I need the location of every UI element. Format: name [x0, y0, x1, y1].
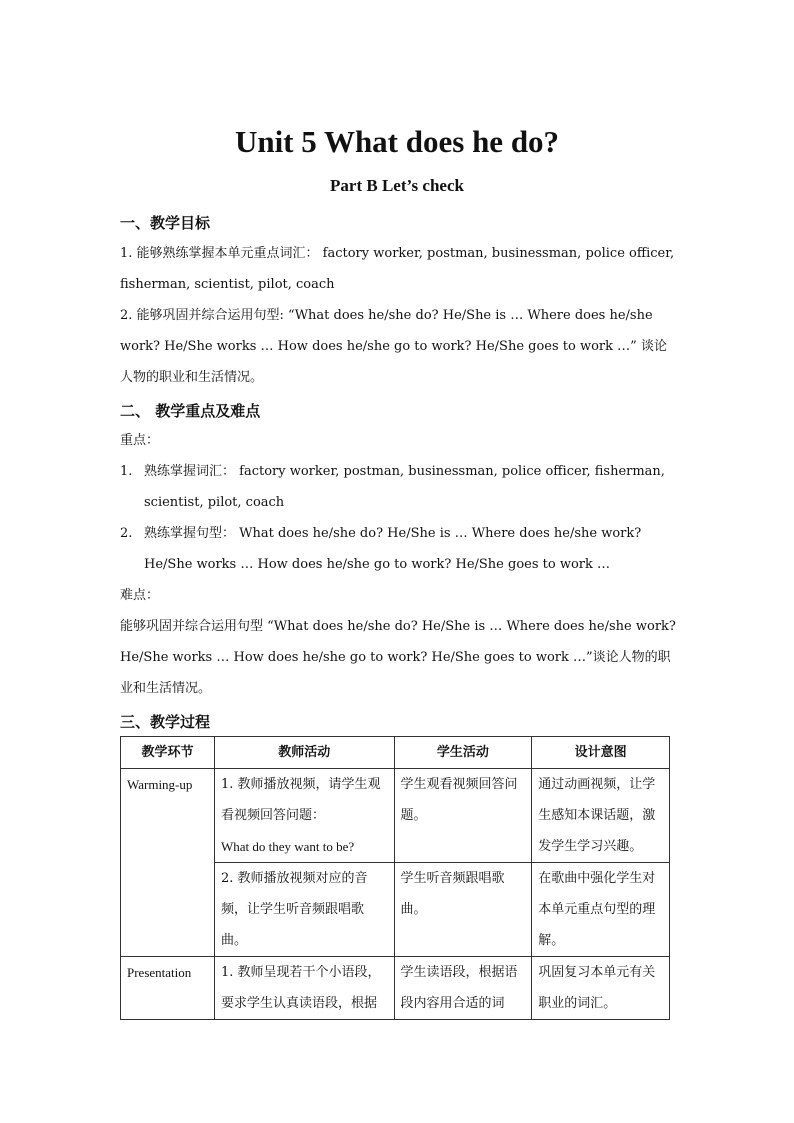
key-points-label: 重点： — [120, 433, 160, 448]
teaching-process-table — [120, 736, 670, 1020]
objective-item-2: 2. 能够巩固并综合运用句型: “What does he/she do? He/She is … Where does he/she work? He/She works … How does he/she go to work? He/She goes to work …” 谈论人物的职业和生活情况。 — [120, 308, 667, 385]
key-point-1: 熟练掌握词汇： factory worker, postman, businessman, police officer, fisherman, scientist, pilot, coach — [144, 464, 665, 510]
table-header-row — [121, 737, 670, 769]
teacher-activity: 1. 教师播放视频，请学生观看视频回答问题： — [220, 777, 381, 823]
table-row — [121, 769, 670, 863]
stage-warming-up: Warming-up — [121, 769, 215, 957]
student-activity-cell — [394, 957, 532, 1020]
section-heading-process: 三、教学过程 — [120, 713, 211, 731]
header-purpose: 设计意图 — [532, 737, 670, 769]
header-teacher: 教师活动 — [214, 737, 394, 769]
table-row — [121, 957, 670, 1020]
design-purpose: 通过动画视频，让学生感知本课话题，激发学生学习兴趣。 — [532, 769, 670, 863]
teacher-question: What do they want to be? — [220, 839, 355, 854]
objective-item-1: 1. 能够熟练掌握本单元重点词汇： factory worker, postman, businessman, police officer, fisherman, scientist, pilot, coach — [120, 246, 675, 292]
stage-presentation — [121, 957, 215, 1020]
student-activity: 学生读语段，根据语段内容用合适的词 — [400, 965, 518, 1011]
key-point-1-number: 1. — [120, 464, 133, 479]
student-activity: 学生听音频跟唱歌曲。 — [394, 863, 532, 957]
design-purpose-cell — [532, 957, 670, 1020]
page-title: Unit 5 What does he do? — [234, 124, 560, 159]
key-point-2: 熟练掌握句型： What does he/she do? He/She is … Where does he/she work? He/She works … How does he/she go to work? He/She goes to work … — [144, 526, 642, 572]
teacher-activity: 1. 教师呈现若干个小语段，要求学生认真读语段，根据 — [220, 965, 381, 1011]
section-heading-objectives: 一、教学目标 — [120, 214, 211, 232]
teacher-activity: 2. 教师播放视频对应的音频，让学生听音频跟唱歌曲。 — [214, 863, 394, 957]
difficulty-label: 难点： — [120, 588, 160, 603]
design-purpose: 巩固复习本单元有关职业的词汇。 — [538, 965, 656, 1011]
header-stage: 教学环节 — [121, 737, 215, 769]
stage-label: Presentation — [127, 965, 192, 980]
key-point-2-number: 2. — [120, 526, 133, 541]
design-purpose: 在歌曲中强化学生对本单元重点句型的理解。 — [532, 863, 670, 957]
page-subtitle: Part B Let’s check — [330, 176, 464, 195]
difficulty-text: 能够巩固并综合运用句型 “What does he/she do? He/She is … Where does he/she work? He/She works … How does he/she go to work? He/She goes to work …”谈论人物的职业和生活情况。 — [120, 619, 676, 696]
teacher-activity-cell — [214, 769, 394, 863]
student-activity: 学生观看视频回答问题。 — [394, 769, 532, 863]
section-heading-key-points: 二、 教学重点及难点 — [120, 402, 261, 420]
header-student: 学生活动 — [394, 737, 532, 769]
teacher-activity-cell — [214, 957, 394, 1020]
